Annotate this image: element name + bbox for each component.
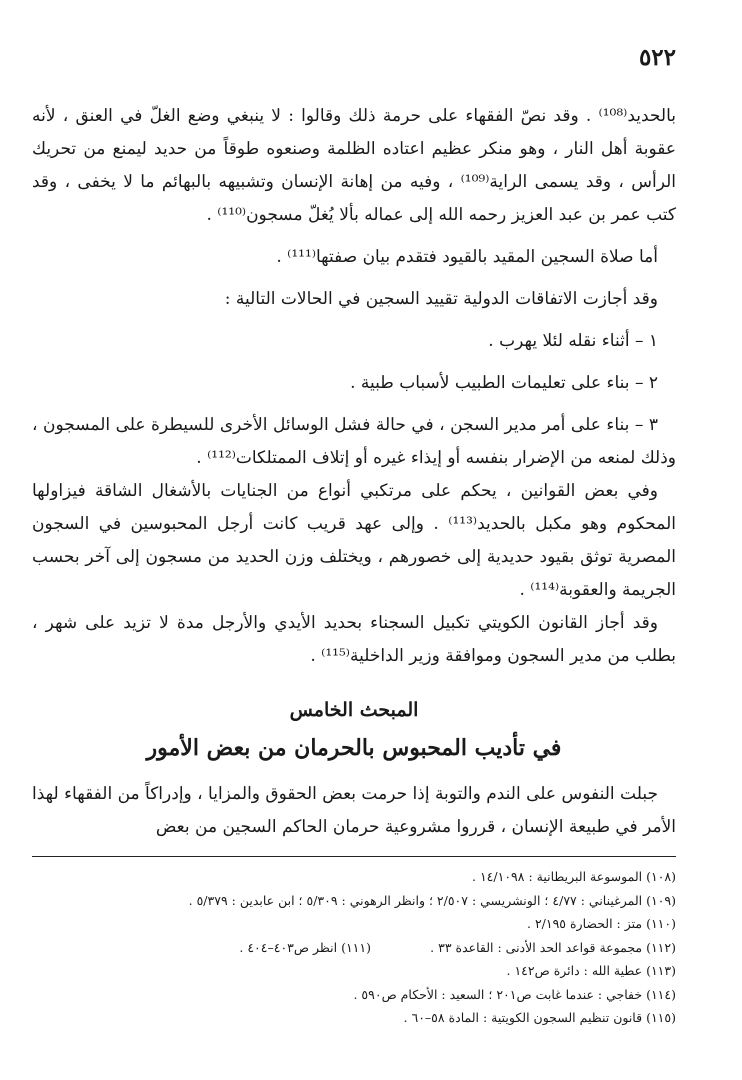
list-item-1: ١ – أثناء نقله لئلا يهرب .	[488, 331, 658, 351]
footnote-108: (١٠٨) الموسوعة البريطانية : ١٤/١٠٩٨ .	[472, 869, 676, 884]
paragraph-laws: وفي بعض القوانين ، يحكم على مرتكبي أنواع من الجنايات بالأشغال الشاقة فيزاولها المحكوم وهو مكبل بالحديد⁽¹¹³⁾ . وإلى عهد قريب كانت أرجل المحبوسين في السجون المصرية توثق بقيود حديدية إلى خصورهم ، ويختلف وزن الحديد من مسجون إلى آخر بحسب الجريمة والعقوبة⁽¹¹⁴⁾ .	[32, 481, 676, 600]
paragraph-prayer: أما صلاة السجين المقيد بالقيود فتقدم بيان صفتها⁽¹¹¹⁾ .	[276, 247, 658, 267]
footnote-110: (١١٠) متز : الحضارة ٢/١٩٥ .	[526, 916, 676, 931]
footnotes	[32, 865, 676, 1030]
footnote-114: (١١٤) خفاجي : عندما غابت ص٢٠١ ؛ السعيد : الأحكام ص٥٩٠ .	[353, 986, 676, 1002]
list-item-3: ٣ – بناء على أمر مدير السجن ، في حالة فشل الوسائل الأخرى للسيطرة على المسجون ، وذلك لمنعه من الإضرار بنفسه أو إيذاء غيره أو إتلاف الممتلكات⁽¹¹²⁾ .	[32, 415, 676, 468]
footnote-115: (١١٥) قانون تنظيم السجون الكويتية : المادة ٥٨–٦٠ .	[403, 1010, 676, 1025]
footnote-113: (١١٣) عطية الله : دائرة ص١٤٢ .	[506, 963, 676, 978]
list-item-2: ٢ – بناء على تعليمات الطبيب لأسباب طبية .	[350, 373, 658, 393]
section-title: في تأديب المحبوس بالحرمان من بعض الأمور	[146, 735, 562, 761]
paragraph-shackles: بالحديد⁽¹⁰⁸⁾ . وقد نصّ الفقهاء على حرمة ذلك وقالوا : لا ينبغي وضع الغلّ في العنق ، لأنه عقوبة أهل النار ، وهو منكر عظيم اعتاده الظلمة وصنعوه طوقاً من حديد ليمنع من تحريك الرأس ، وقد يسمى الراية⁽¹⁰⁹⁾ ، وفيه من إهانة الإنسان وتشبيهه بالبهائم ما لا يخفى ، وقد كتب عمر بن عبد العزيز رحمه الله إلى عماله بألا يُغلّ مسجون⁽¹¹⁰⁾ .	[32, 106, 676, 225]
footnote-divider	[32, 856, 676, 857]
footnote-111: (١١١) انظر ص٤٠٣–٤٠٤ .	[239, 939, 371, 955]
paragraph-international: وقد أجازت الاتفاقات الدولية تقييد السجين في الحالات التالية :	[224, 289, 658, 309]
paragraph-kuwait: وقد أجاز القانون الكويتي تكبيل السجناء بحديد الأيدي والأرجل مدة لا تزيد على شهر ، بطلب من مدير السجون وموافقة وزير الداخلية⁽¹¹⁵⁾ .	[32, 613, 676, 666]
section-label: المبحث الخامس	[289, 699, 419, 721]
footnote-109: (١٠٩) المرغيناني : ٤/٧٧ ؛ الونشريسي : ٢/٥٠٧ ؛ وانظر الرهوني : ٥/٣٠٩ ؛ ابن عابدين : ٥/٣٧٩ .	[188, 892, 676, 908]
paragraph-deprivation: جبلت النفوس على الندم والتوبة إذا حرمت بعض الحقوق والمزايا ، وإدراكاً من الفقهاء لهذا الأمر في طبيعة الإنسان ، قرروا مشروعية حرمان الحاكم السجين من بعض	[32, 784, 676, 837]
page-number: ٥٢٢	[638, 44, 676, 71]
footnote-112: (١١٢) مجموعة قواعد الحد الأدنى : القاعدة ٣٣ .	[430, 939, 676, 955]
main-text	[32, 100, 676, 844]
